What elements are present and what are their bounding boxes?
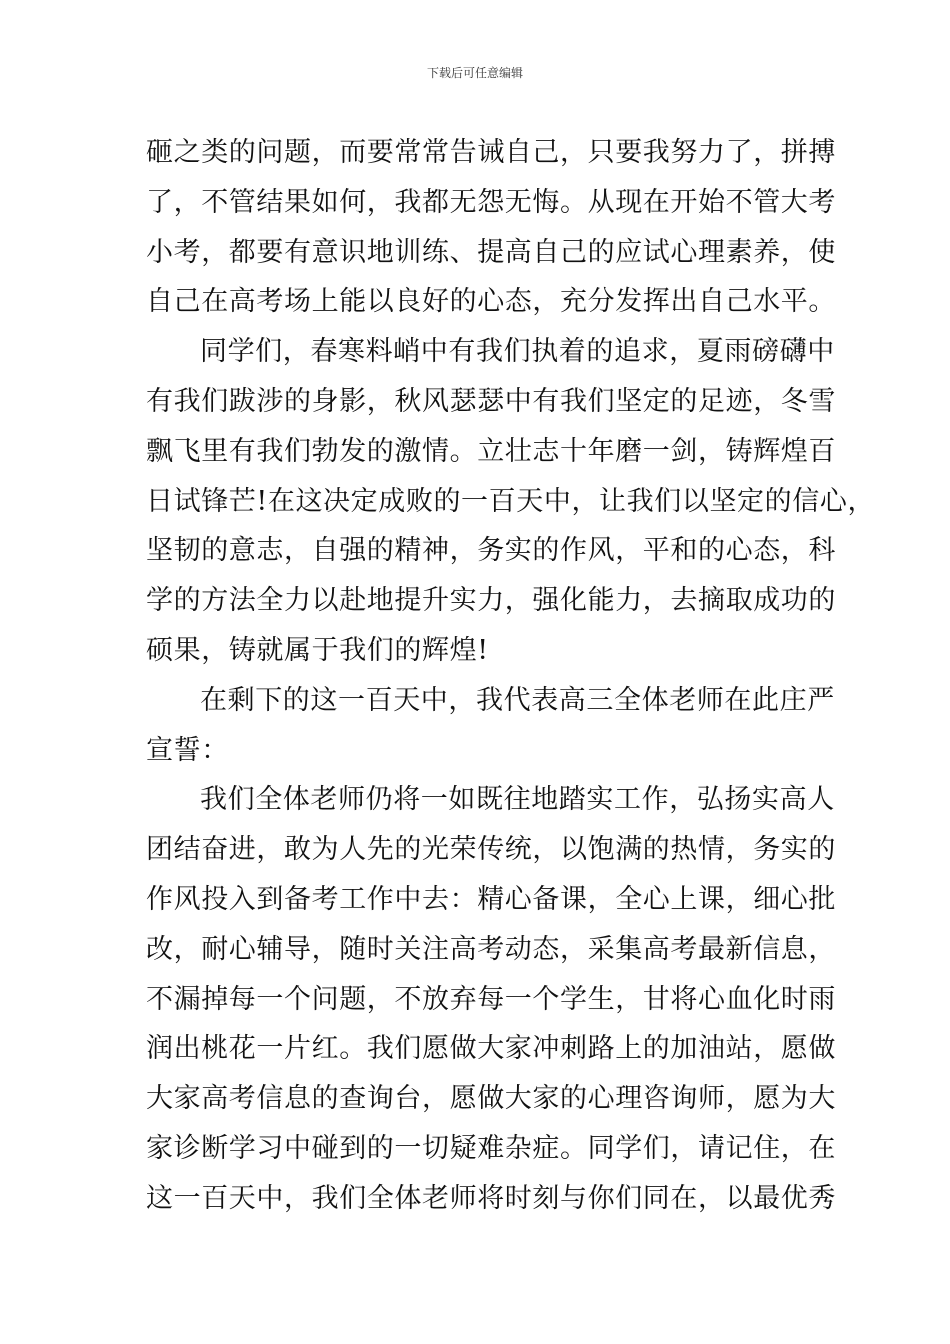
text-line: 有我们跋涉的身影，秋风瑟瑟中有我们坚定的足迹，冬雪: [146, 385, 836, 417]
text-line: 家诊断学习中碰到的一切疑难杂症。同学们，请记住，在: [146, 1132, 836, 1164]
text-line: 作风投入到备考工作中去：精心备课，全心上课，细心批: [146, 883, 836, 915]
text-line: 团结奋进，敢为人先的光荣传统，以饱满的热情，务实的: [146, 834, 836, 866]
page-header: 下载后可任意编辑: [426, 66, 523, 80]
text-line: 坚韧的意志，自强的精神，务实的作风，平和的心态，科: [146, 535, 836, 567]
text-line: 自己在高考场上能以良好的心态，充分发挥出自己水平。: [146, 286, 836, 318]
text-line: 学的方法全力以赴地提升实力，强化能力，去摘取成功的: [146, 585, 836, 617]
text-line: 小考，都要有意识地训练、提高自己的应试心理素养，使: [146, 236, 836, 268]
paragraph-first-line: 同学们，春寒料峭中有我们执着的追求，夏雨磅礴中: [200, 336, 835, 368]
text-line: 飘飞里有我们勃发的激情。立壮志十年磨一剑，铸辉煌百: [146, 435, 836, 467]
text-line: 润出桃花一片红。我们愿做大家冲刺路上的加油站，愿做: [146, 1033, 836, 1065]
paragraph-first-line: 我们全体老师仍将一如既往地踏实工作，弘扬实高人: [200, 784, 835, 816]
text-line: 改，耐心辅导，随时关注高考动态，采集高考最新信息，: [146, 933, 836, 965]
text-line: 宣誓：: [146, 734, 229, 766]
text-line: 日试锋芒!在这决定成败的一百天中，让我们以坚定的信心，: [146, 485, 876, 517]
text-line: 这一百天中，我们全体老师将时刻与你们同在，以最优秀: [146, 1182, 836, 1214]
text-line: 了，不管结果如何，我都无怨无悔。从现在开始不管大考: [146, 186, 836, 218]
text-line: 不漏掉每一个问题，不放弃每一个学生，甘将心血化时雨: [146, 983, 836, 1015]
text-line: 砸之类的问题，而要常常告诫自己，只要我努力了，拼搏: [146, 137, 836, 168]
text-line: 硕果，铸就属于我们的辉煌!: [146, 634, 489, 666]
paragraph-first-line: 在剩下的这一百天中，我代表高三全体老师在此庄严: [200, 684, 835, 716]
text-line: 大家高考信息的查询台，愿做大家的心理咨询师，愿为大: [146, 1083, 836, 1115]
body-text: [146, 128, 876, 1224]
